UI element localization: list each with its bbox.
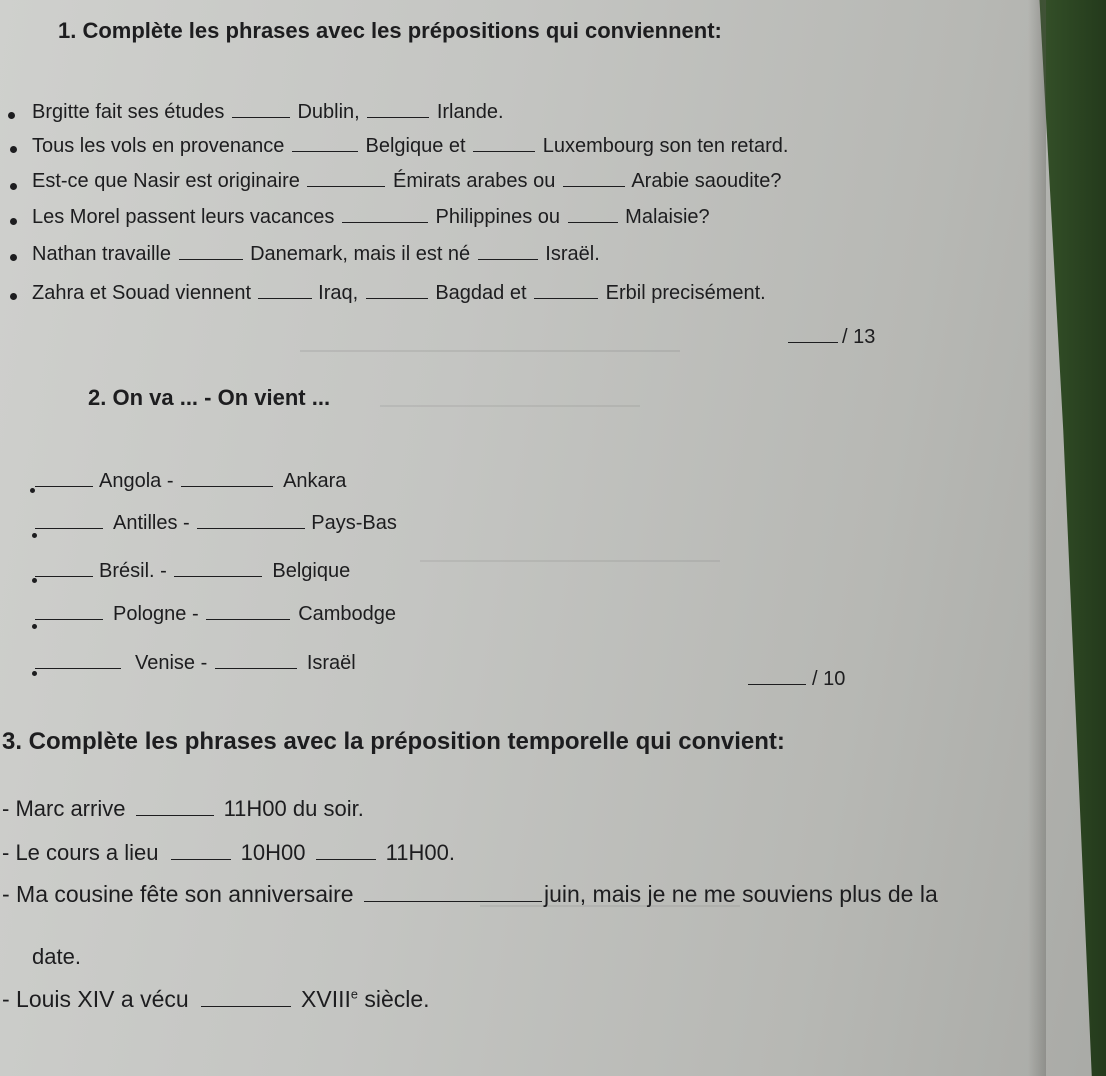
- item-left: Brésil. -: [99, 560, 167, 582]
- sentence-6-part: Erbil precisément.: [605, 282, 766, 304]
- item-left: Pologne -: [113, 603, 199, 625]
- answer-blank[interactable]: [35, 575, 93, 577]
- sentence-4-part: Philippines ou: [435, 206, 561, 228]
- item-2: [35, 512, 397, 535]
- answer-blank[interactable]: [534, 297, 598, 299]
- item-left: Antilles -: [113, 512, 190, 534]
- answer-blank[interactable]: [171, 858, 231, 860]
- line-text: 11H00 du soir.: [223, 796, 364, 821]
- show-through-line: [380, 405, 640, 407]
- score-blank[interactable]: [748, 683, 806, 685]
- answer-blank[interactable]: [292, 150, 358, 152]
- answer-blank[interactable]: [197, 527, 305, 529]
- answer-blank[interactable]: [35, 618, 103, 620]
- sentence-2-part: Luxembourg son ten retard.: [542, 135, 789, 157]
- line-text: - Louis XIV a vécu: [2, 986, 189, 1012]
- answer-blank[interactable]: [342, 221, 428, 223]
- answer-blank[interactable]: [232, 116, 290, 118]
- item-left: Venise -: [135, 652, 208, 674]
- sentence-6: [32, 282, 766, 305]
- show-through-line: [420, 560, 720, 562]
- sentence-5-part: Nathan travaille: [32, 243, 171, 265]
- show-through-line: [300, 350, 680, 352]
- answer-blank[interactable]: [307, 185, 385, 187]
- line-text: juin, mais je ne me souviens plus de la: [543, 881, 938, 907]
- sentence-1-part: Brgitte fait ses études: [32, 101, 225, 123]
- line-text: 11H00.: [385, 840, 455, 865]
- sentence-5: [32, 243, 600, 266]
- line-text: - Ma cousine fête son anniversaire: [2, 881, 354, 907]
- paper-edge-shadow: [1028, 0, 1046, 1076]
- section1-score: [788, 326, 875, 349]
- sentence-4: [32, 206, 710, 229]
- bullet: [10, 146, 17, 153]
- section1-title: 1. Complète les phrases avec les prépositions qui conviennent:: [58, 18, 722, 43]
- item-right: Cambodge: [298, 603, 397, 625]
- item-5: [35, 652, 356, 675]
- answer-blank[interactable]: [258, 297, 312, 299]
- answer-blank[interactable]: [35, 485, 93, 487]
- answer-blank[interactable]: [364, 900, 542, 902]
- line-5: [2, 986, 430, 1013]
- answer-blank[interactable]: [478, 258, 538, 260]
- answer-blank[interactable]: [179, 258, 243, 260]
- item-right: Israël: [306, 652, 356, 674]
- answer-blank[interactable]: [35, 527, 103, 529]
- line-text: siècle.: [364, 986, 430, 1012]
- sentence-6-part: Iraq,: [318, 282, 359, 304]
- sentence-5-part: Danemark, mais il est né: [250, 243, 471, 265]
- bullet: [10, 293, 17, 300]
- item-4: [35, 603, 396, 626]
- answer-blank[interactable]: [367, 116, 429, 118]
- item-right: Belgique: [272, 560, 351, 582]
- answer-blank[interactable]: [568, 221, 618, 223]
- answer-blank[interactable]: [181, 485, 273, 487]
- sentence-5-part: Israël.: [545, 243, 600, 265]
- item-left: Angola -: [99, 470, 174, 492]
- item-right: Ankara: [283, 470, 347, 492]
- section2-score: [748, 668, 845, 691]
- superscript: e: [350, 987, 358, 1002]
- bullet: [8, 112, 15, 119]
- answer-blank[interactable]: [563, 185, 625, 187]
- sentence-3-part: Émirats arabes ou: [393, 170, 556, 192]
- bullet: [10, 183, 17, 190]
- sentence-6-part: Zahra et Souad viennent: [32, 282, 252, 304]
- sentence-1-part: Dublin,: [297, 101, 360, 123]
- item-right: Pays-Bas: [311, 512, 397, 534]
- bullet: [10, 218, 17, 225]
- score-total: / 13: [842, 326, 876, 348]
- answer-blank[interactable]: [473, 150, 535, 152]
- sentence-1: [32, 101, 504, 124]
- sentence-3-part: Arabie saoudite?: [631, 170, 782, 192]
- line-2: [2, 840, 455, 866]
- line-1: [2, 796, 364, 822]
- answer-blank[interactable]: [174, 575, 262, 577]
- sentence-3: [32, 170, 781, 193]
- answer-blank[interactable]: [316, 858, 376, 860]
- sentence-4-part: Malaisie?: [625, 206, 710, 228]
- sentence-4-part: Les Morel passent leurs vacances: [32, 206, 335, 228]
- sentence-3-part: Est-ce que Nasir est originaire: [32, 170, 300, 192]
- sentence-6-part: Bagdad et: [435, 282, 527, 304]
- background-plant: [1011, 0, 1106, 1076]
- item-3: [35, 560, 350, 583]
- score-total: / 10: [812, 668, 846, 690]
- item-1: [35, 470, 346, 493]
- answer-blank[interactable]: [136, 814, 214, 816]
- line-text: XVIII: [301, 986, 351, 1012]
- section3-title: 3. Complète les phrases avec la préposition temporelle qui convient:: [2, 728, 785, 755]
- line-text: 10H00: [240, 840, 306, 865]
- sentence-2-part: Tous les vols en provenance: [32, 135, 285, 157]
- answer-blank[interactable]: [35, 667, 121, 669]
- line-3: [2, 881, 938, 908]
- answer-blank[interactable]: [201, 1005, 291, 1007]
- answer-blank[interactable]: [215, 667, 297, 669]
- line-text: - Marc arrive: [2, 796, 126, 821]
- bullet: [10, 254, 17, 261]
- line-4: date.: [32, 944, 81, 969]
- answer-blank[interactable]: [206, 618, 290, 620]
- sentence-1-part: Irlande.: [436, 101, 504, 123]
- sentence-2: [32, 135, 788, 158]
- score-blank[interactable]: [788, 341, 838, 343]
- section2-title: 2. On va ... - On vient ...: [88, 385, 331, 410]
- sentence-2-part: Belgique et: [365, 135, 466, 157]
- line-text: - Le cours a lieu: [2, 840, 159, 865]
- answer-blank[interactable]: [366, 297, 428, 299]
